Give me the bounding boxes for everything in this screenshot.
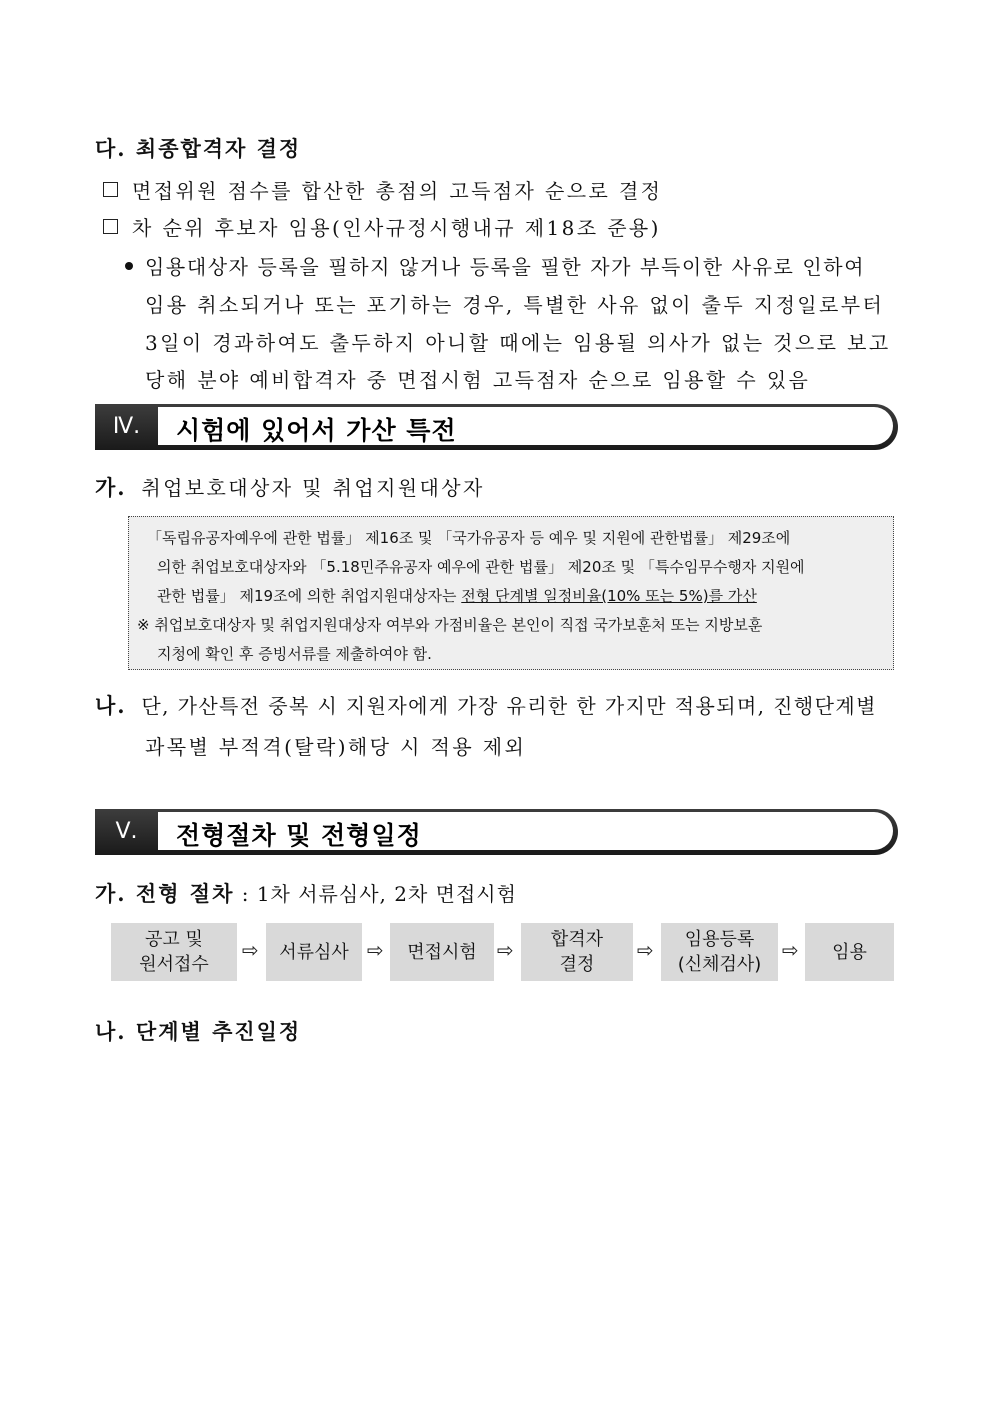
subsection-text: 단, 가산특전 중복 시 지원자에게 가장 유리한 한 가지만 적용되며, 진행단계별	[141, 694, 877, 718]
arrow-right-icon: ⇨	[497, 938, 514, 962]
note-line: ※ 취업보호대상자 및 취업지원대상자 여부와 가점비율은 본인이 직접 국가보훈처 또는 지방보훈	[137, 616, 763, 634]
flow-step-line: 원서접수	[139, 954, 209, 975]
bullet-paragraph-line: 임용 취소되거나 또는 포기하는 경우, 특별한 사유 없이 출두 지정일로부터	[145, 293, 885, 317]
section-title-box	[158, 407, 893, 445]
flow-step-pass-decision	[521, 923, 633, 981]
section-number: Ⅴ.	[115, 819, 138, 844]
subsection-ga	[95, 472, 485, 502]
flow-step-line: 결정	[559, 954, 595, 975]
section-header-bar	[95, 809, 898, 855]
flow-step-application	[111, 923, 237, 981]
final-selection-heading: 다. 최종합격자 결정	[95, 136, 302, 161]
checkbox-icon	[103, 182, 118, 197]
note-line	[157, 585, 757, 606]
flow-step-interview	[390, 923, 494, 981]
flow-step-line: 면접시험	[407, 941, 477, 963]
checklist-item	[103, 212, 661, 241]
flow-step-line: 공고 및	[145, 929, 203, 950]
flow-step-document-review	[266, 923, 362, 981]
arrow-right-icon: ⇨	[782, 938, 799, 962]
flow-step-line: 임용등록	[684, 929, 755, 950]
section-number: Ⅳ.	[112, 414, 141, 439]
subsection-ga	[95, 878, 517, 908]
note-text: 관한 법률」 제19조에 의한 취업지원대상자는	[157, 587, 462, 605]
bullet-paragraph-line: 당해 분야 예비합격자 중 면접시험 고득점자 순으로 임용할 수 있음	[145, 368, 811, 392]
flow-step-registration	[661, 923, 778, 981]
flow-step-line: 서류심사	[279, 941, 349, 963]
checklist-item-text: 차 순위 후보자 임용(인사규정시행내규 제18조 준용)	[132, 216, 661, 240]
subsection-label: 가.	[95, 475, 127, 500]
arrow-right-icon: ⇨	[242, 938, 259, 962]
arrow-right-icon: ⇨	[637, 938, 654, 962]
note-line: 「독립유공자예우에 관한 법률」 제16조 및 「국가유공자 등 예우 및 지원에 관한법률」 제29조에	[147, 529, 791, 547]
section-title: 전형절차 및 전형일정	[176, 821, 422, 850]
bullet-paragraph-line: 3일이 경과하여도 출두하지 아니할 때에는 임용될 의사가 없는 것으로 보고	[145, 331, 891, 355]
flow-step-appointment	[805, 923, 894, 981]
subsection-text: : 1차 서류심사, 2차 면접시험	[234, 882, 517, 906]
note-box	[128, 516, 894, 670]
note-line: 의한 취업보호대상자와 「5.18민주유공자 예우에 관한 법률」 제20조 및 「특수임무수행자 지원에	[157, 558, 805, 576]
arrow-right-icon: ⇨	[367, 938, 384, 962]
subsection-label: 나.	[95, 693, 127, 718]
bullet-paragraph-line	[125, 251, 896, 280]
bullet-text: 임용대상자 등록을 필하지 않거나 등록을 필한 자가 부득이한 사유로 인하여	[145, 255, 866, 279]
checkbox-icon	[103, 219, 118, 234]
checklist-item	[103, 175, 662, 204]
subsection-label: 가. 전형 절차	[95, 881, 235, 906]
bullet-icon	[125, 262, 133, 270]
section-title-box	[158, 812, 893, 850]
note-line: 지청에 확인 후 증빙서류를 제출하여야 함.	[157, 645, 432, 663]
note-underlined-text: 전형 단계별 일정비율(10% 또는 5%)를 가산	[461, 587, 757, 605]
schedule-heading: 나. 단계별 추진일정	[95, 1019, 302, 1044]
subsection-text: 취업보호대상자 및 취업지원대상자	[141, 476, 485, 500]
section-title: 시험에 있어서 가산 특전	[176, 416, 457, 445]
checklist-item-text: 면접위원 점수를 합산한 총점의 고득점자 순으로 결정	[132, 179, 663, 203]
flow-step-line: (신체검사)	[677, 954, 762, 975]
section-header-bar	[95, 404, 898, 450]
flow-step-line: 합격자	[550, 929, 604, 950]
subsection-text-continued: 과목별 부적격(탈락)해당 시 적용 제외	[145, 735, 527, 759]
flow-step-line: 임용	[832, 941, 867, 963]
subsection-na	[95, 690, 877, 720]
